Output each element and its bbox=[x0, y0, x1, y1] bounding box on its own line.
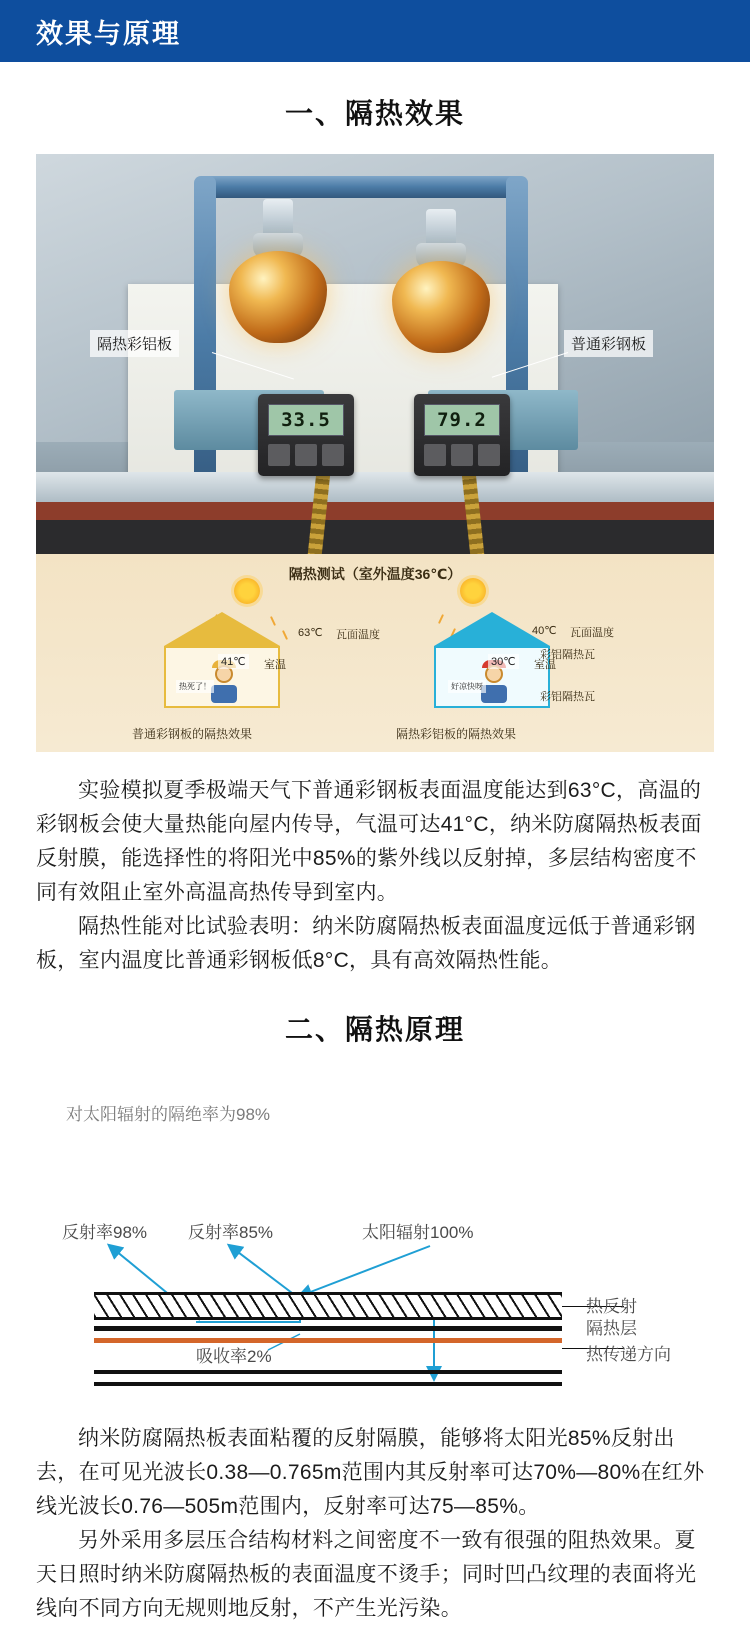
label-heat-reflect-line2: 隔热层 bbox=[586, 1319, 637, 1339]
frame-pipe-top bbox=[196, 176, 526, 198]
photo-table-edge bbox=[36, 502, 714, 520]
page-title: 效果与原理 bbox=[36, 18, 181, 49]
label-solar-radiation: 太阳辐射100% bbox=[362, 1223, 474, 1243]
principle-note: 对太阳辐射的隔绝率为98% bbox=[66, 1105, 271, 1125]
right-roof-temp: 40℃ bbox=[532, 625, 557, 637]
thermometer-left bbox=[258, 394, 354, 476]
paragraph-principle-1: 纳米防腐隔热板表面粘覆的反射隔膜，能够将太阳光85%反射出去，在可见光波长0.38—0.765m范围内其反射率可达70%—80%在红外线光波长0.76—505m范围内，反射率可达75—85%。 bbox=[36, 1427, 705, 1519]
left-caption: 普通彩钢板的隔热效果 bbox=[132, 727, 253, 741]
right-roof-temp-label: 瓦面温度 bbox=[570, 627, 614, 639]
principle-diagram bbox=[0, 1070, 750, 1422]
heat-reflect-layer bbox=[94, 1292, 562, 1320]
experiment-photo bbox=[36, 154, 714, 554]
right-room-temp: 30℃ bbox=[488, 654, 519, 669]
photo-label-left: 隔热彩铝板 bbox=[90, 330, 179, 357]
thermometer-buttons bbox=[424, 444, 500, 466]
left-roof-temp: 63℃ bbox=[298, 627, 323, 639]
photo-foreground bbox=[36, 520, 714, 554]
thermometer-buttons bbox=[268, 444, 344, 466]
layer-black-2 bbox=[94, 1370, 562, 1374]
label-absorb-rate: 吸收率2% bbox=[196, 1347, 272, 1367]
paragraph-effect-2: 隔热性能对比试验表明：纳米防腐隔热板表面温度远低于普通彩钢板，室内温度比普通彩钢板低8°C，具有高效隔热性能。 bbox=[36, 915, 696, 973]
photo-table-top bbox=[36, 472, 714, 502]
sun-icon-left bbox=[234, 578, 260, 604]
label-heat-direction: 热传递方向 bbox=[586, 1345, 671, 1365]
label-heat-reflect-line1: 热反射 bbox=[586, 1297, 637, 1317]
right-caption: 隔热彩铝板的隔热效果 bbox=[396, 727, 517, 741]
frame-pipe-left bbox=[194, 176, 216, 506]
right-tile-label-top: 彩铝隔热瓦 bbox=[540, 649, 595, 661]
illustration-title: 隔热测试（室外温度36℃） bbox=[288, 566, 462, 582]
effect-media bbox=[36, 154, 714, 752]
layer-orange bbox=[94, 1338, 562, 1343]
person-torso bbox=[211, 685, 237, 703]
paragraph-principle-2: 另外采用多层压合结构材料之间密度不一致有很强的阻热效果。夏天日照时纳米防腐隔热板的表面温度不烫手；同时凹凸纹理的表面将光线向不同方向无规则地反射，不产生光污染。 bbox=[36, 1529, 697, 1621]
paragraph-effect-1: 实验模拟夏季极端天气下普通彩钢板表面温度能达到63°C，高温的彩钢板会使大量热能向屋内传导，气温可达41°C，纳米防腐隔热板表面反射膜，能选择性的将阳光中85%的紫外线以反射掉，多层结构密度不同有效阻止室外高温高热传导到室内。 bbox=[36, 779, 702, 905]
label-reflect-85: 反射率85% bbox=[188, 1223, 274, 1243]
section-title-effect: 一、隔热效果 bbox=[284, 98, 465, 129]
left-room-temp-label: 室温 bbox=[264, 659, 286, 671]
house-roof bbox=[164, 612, 280, 646]
insulation-test-illustration bbox=[36, 554, 714, 752]
thermometer-right-reading: 79.2 bbox=[424, 404, 500, 436]
right-bubble: 好凉快呀 bbox=[448, 680, 486, 693]
layer-black-1 bbox=[94, 1326, 562, 1331]
thermometer-left-reading: 33.5 bbox=[268, 404, 344, 436]
thermometer-right bbox=[414, 394, 510, 476]
ray bbox=[282, 630, 288, 640]
right-room-temp-label: 室温 bbox=[534, 659, 556, 671]
right-tile-label-bottom: 彩铝隔热瓦 bbox=[540, 691, 595, 703]
sun-icon-right bbox=[460, 578, 486, 604]
section-title-principle: 二、隔热原理 bbox=[284, 1014, 465, 1046]
left-room-temp: 41℃ bbox=[218, 654, 249, 669]
photo-label-right: 普通彩钢板 bbox=[564, 330, 653, 357]
left-roof-temp-label: 瓦面温度 bbox=[336, 629, 380, 641]
label-reflect-98: 反射率98% bbox=[62, 1223, 148, 1243]
page-header bbox=[0, 0, 750, 62]
left-bubble: 热死了！ bbox=[176, 680, 214, 693]
layer-black-3 bbox=[94, 1382, 562, 1386]
